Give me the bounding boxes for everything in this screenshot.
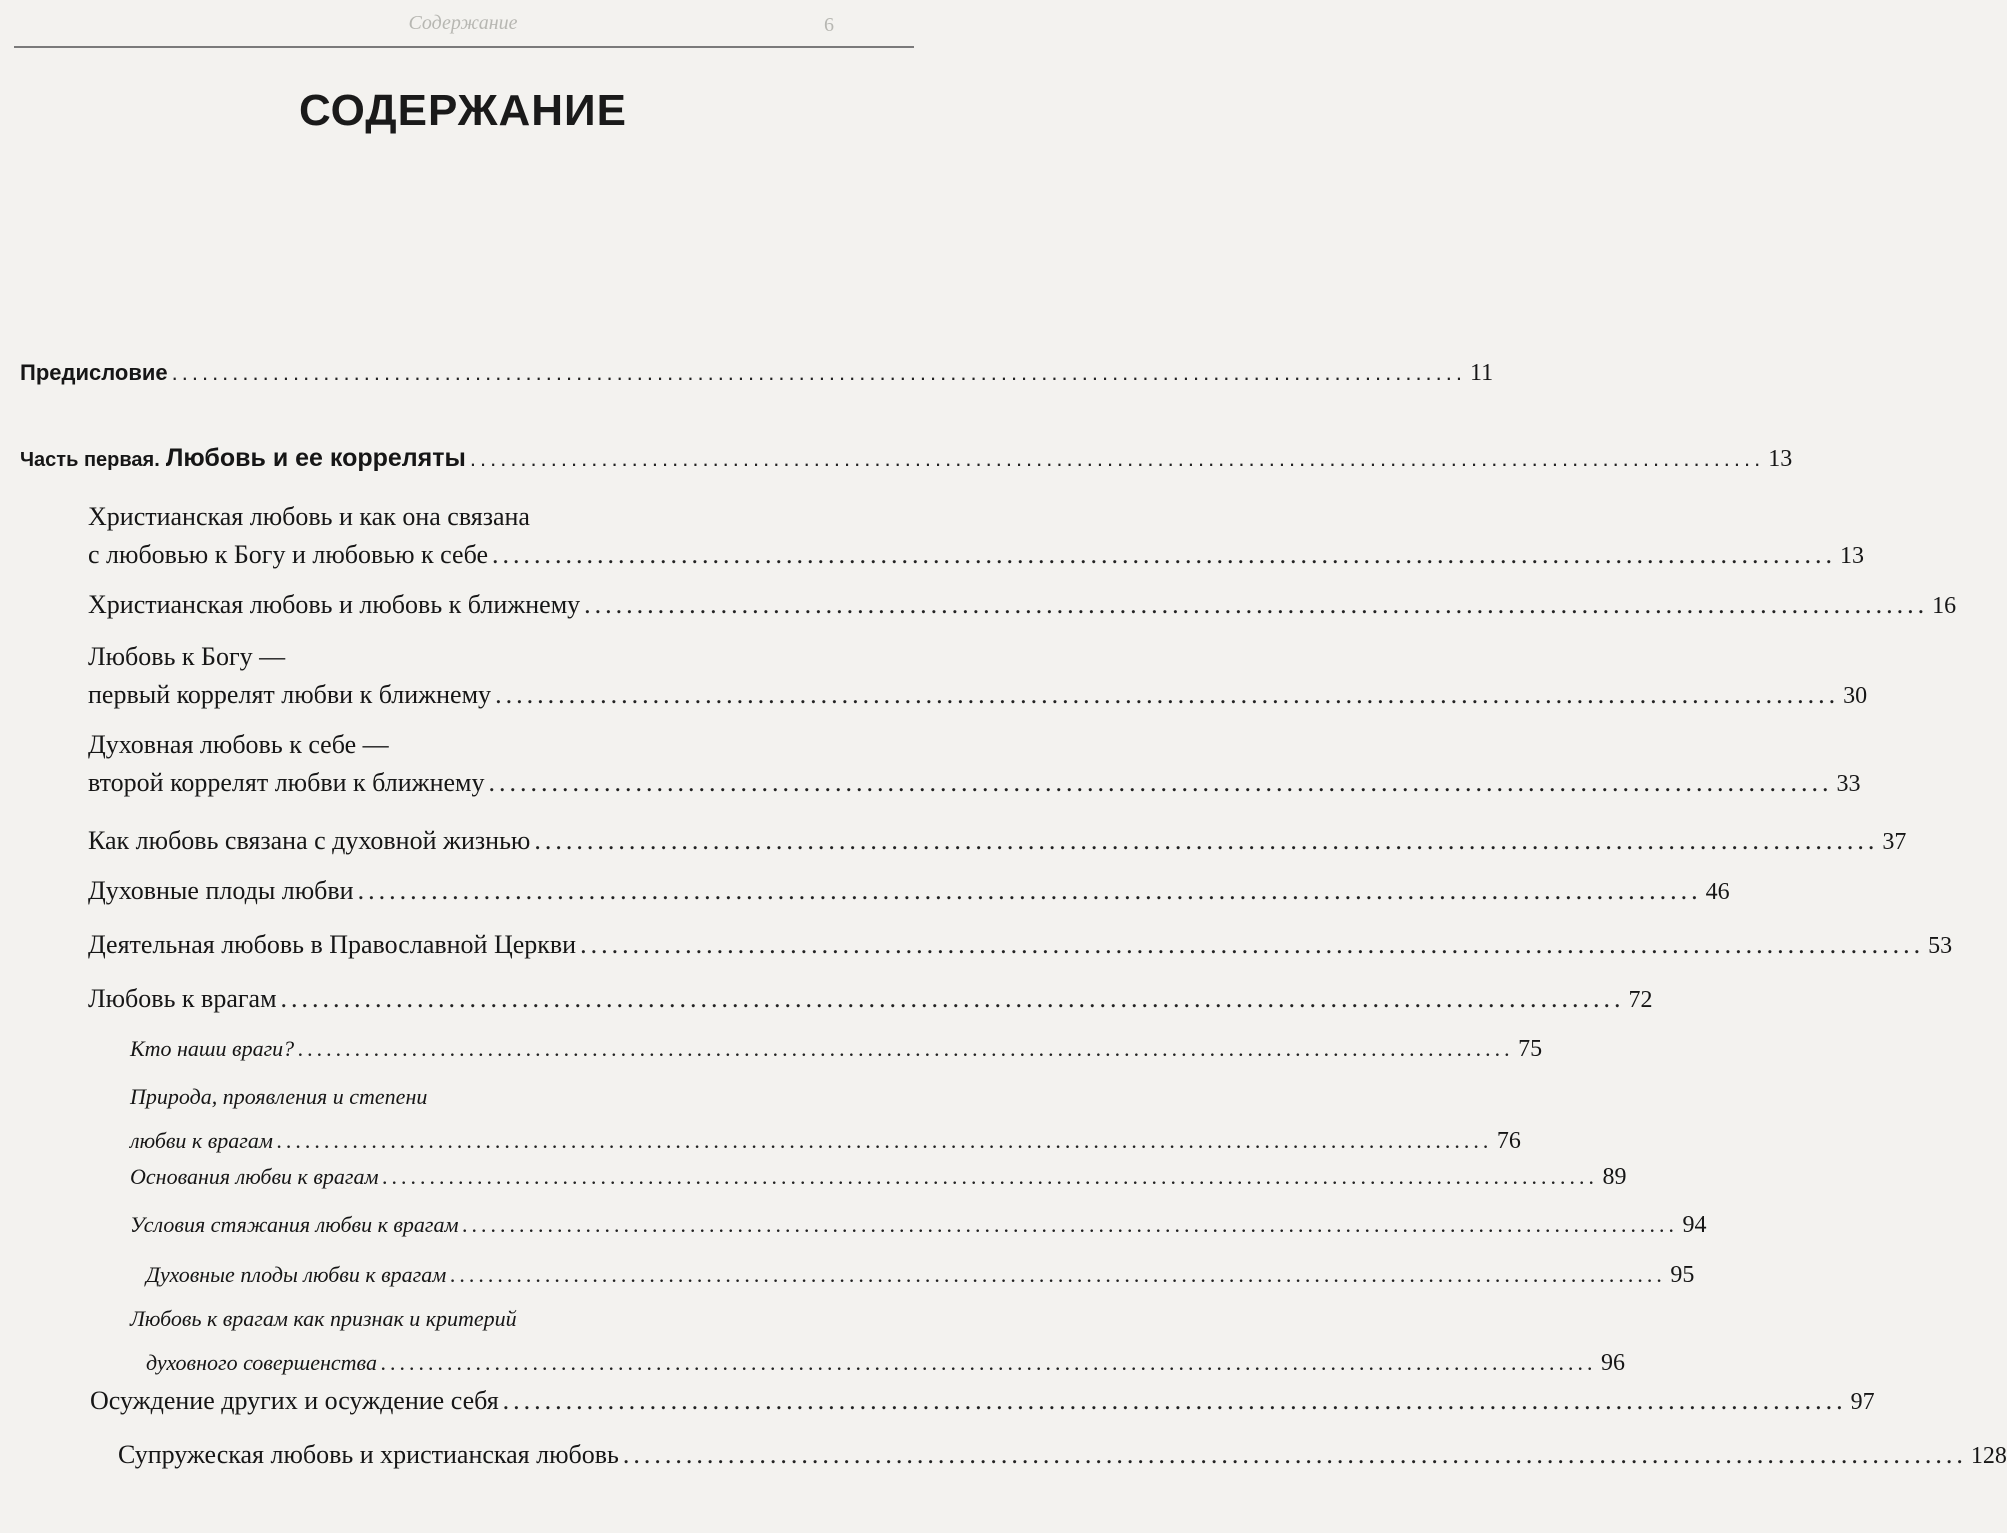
- toc-entry-page: 13: [1768, 446, 1793, 472]
- leader-dots: ................................................................................................................................: [450, 1262, 1667, 1287]
- toc-entry-page: 11: [1470, 360, 1494, 386]
- leader-dots: ................................................................................................................................: [276, 1128, 1493, 1153]
- running-header: Содержание: [408, 12, 518, 34]
- leader-dots: ................................................................................................................................: [534, 826, 1879, 855]
- toc-subentry: [130, 1262, 1695, 1289]
- toc-entry: [88, 930, 1953, 960]
- leader-dots: ................................................................................................................................: [469, 446, 1765, 471]
- toc-entry-title: второй коррелят любви к ближнему: [88, 768, 485, 797]
- toc-entry-page: 89: [1602, 1164, 1627, 1190]
- toc-entry: [88, 730, 1861, 798]
- toc-entry-title: Любовь и ее корреляты: [165, 444, 466, 472]
- toc-entry-page: 30: [1843, 683, 1868, 709]
- toc-subentry: [130, 1212, 1707, 1239]
- toc-entry-title: Осуждение других и осуждение себя: [90, 1386, 499, 1415]
- toc-entry-title: Условия стяжания любви к врагам: [130, 1212, 459, 1237]
- toc-entry-title-line1: Христианская любовь и как она связана: [88, 502, 530, 531]
- toc-subentry: [130, 1306, 1625, 1377]
- toc-entry: [88, 502, 1865, 570]
- toc-entry-part-one: [20, 444, 1793, 473]
- leader-dots: ................................................................................................................................: [298, 1036, 1515, 1061]
- toc-entry-page: 53: [1928, 933, 1953, 959]
- toc-entry-page: 72: [1628, 987, 1653, 1013]
- leader-dots: ................................................................................................................................: [380, 1350, 1597, 1375]
- toc-entry-title: Предисловие: [20, 360, 168, 385]
- toc-entry-page: 76: [1496, 1128, 1521, 1154]
- toc-entry-title: Супружеская любовь и христианская любовь: [118, 1440, 619, 1469]
- toc-entry-page: 75: [1518, 1036, 1543, 1062]
- toc-entry-title: духовного совершенства: [146, 1350, 377, 1375]
- leader-dots: ................................................................................................................................: [171, 360, 1466, 385]
- leader-dots: ................................................................................................................................: [280, 984, 1625, 1013]
- toc-entry-title: первый коррелят любви к ближнему: [88, 680, 492, 709]
- toc-entry-title-line1: Любовь к врагам как признак и критерий: [130, 1306, 517, 1331]
- toc-entry-title: Любовь к врагам: [88, 984, 277, 1013]
- part-prefix: Часть первая.: [20, 449, 160, 471]
- toc-entry: [88, 984, 1653, 1014]
- toc-entry-page: 94: [1682, 1212, 1707, 1238]
- toc-entry: [118, 1440, 2007, 1470]
- leader-dots: ................................................................................................................................: [622, 1440, 1967, 1469]
- toc-entry: [88, 876, 1730, 906]
- toc-entry-title-line1: Природа, проявления и степени: [130, 1084, 428, 1109]
- toc-entry-title: Духовные плоды любви: [88, 876, 354, 905]
- toc-entry-title: Христианская любовь и любовь к ближнему: [88, 590, 581, 619]
- toc-entry-title: любви к врагам: [130, 1128, 273, 1153]
- leader-dots: ................................................................................................................................: [488, 768, 1833, 797]
- toc-subentry: [130, 1036, 1543, 1063]
- leader-dots: ................................................................................................................................: [492, 540, 1837, 569]
- page-title: СОДЕРЖАНИЕ: [298, 86, 628, 135]
- toc-entry: [88, 642, 1868, 710]
- toc-entry-page: 95: [1670, 1262, 1695, 1288]
- leader-dots: ................................................................................................................................: [462, 1212, 1679, 1237]
- header-page-number: 6: [824, 14, 834, 36]
- leader-dots: ................................................................................................................................: [580, 930, 1925, 959]
- leader-dots: ................................................................................................................................: [584, 590, 1929, 619]
- toc-entry-title: Духовные плоды любви к врагам: [146, 1262, 447, 1287]
- toc-entry: [90, 1386, 1875, 1416]
- toc-entry: [88, 590, 1957, 620]
- toc-entry-page: 97: [1850, 1389, 1875, 1415]
- toc-entry-title: с любовью к Богу и любовью к себе: [88, 540, 489, 569]
- toc-entry: [88, 826, 1907, 856]
- leader-dots: ................................................................................................................................: [382, 1164, 1599, 1189]
- toc-entry-page: 37: [1882, 829, 1907, 855]
- toc-entry-title: Кто наши враги?: [130, 1036, 295, 1061]
- toc-entry-title-line1: Духовная любовь к себе —: [88, 730, 389, 759]
- leader-dots: ................................................................................................................................: [502, 1386, 1847, 1415]
- toc-entry-page: 96: [1600, 1350, 1625, 1376]
- toc-subentry: [130, 1164, 1627, 1191]
- toc-subentry: [130, 1084, 1521, 1155]
- toc-entry-title-line1: Любовь к Богу —: [88, 642, 286, 671]
- toc-entry-title: Как любовь связана с духовной жизнью: [88, 826, 531, 855]
- leader-dots: ................................................................................................................................: [495, 680, 1840, 709]
- toc-entry-title: Основания любви к врагам: [130, 1164, 379, 1189]
- toc-entry-title: Деятельная любовь в Православной Церкви: [88, 930, 577, 959]
- toc-entry-preface: [20, 360, 1494, 387]
- toc-entry-page: 16: [1932, 593, 1957, 619]
- toc-entry-page: 13: [1840, 543, 1865, 569]
- toc-entry-page: 33: [1836, 771, 1861, 797]
- toc-entry-page: 128: [1970, 1443, 2007, 1469]
- leader-dots: ................................................................................................................................: [357, 876, 1702, 905]
- toc-entry-page: 46: [1705, 879, 1730, 905]
